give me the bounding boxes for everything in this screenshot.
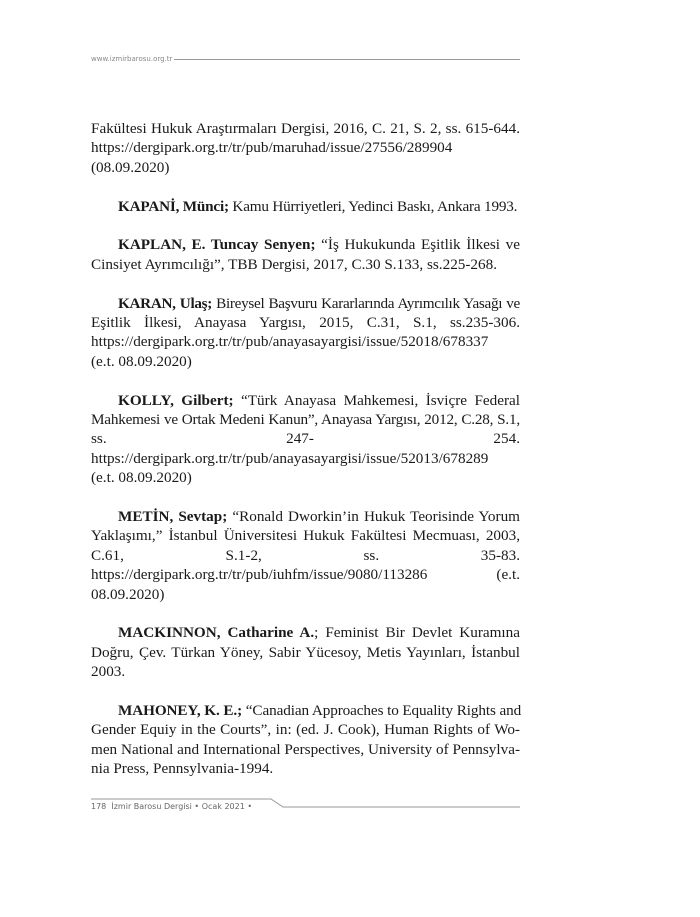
entry-line — [91, 313, 520, 332]
entry-text: Doğru, Çev. Türkan Yöney, Sabir Yücesoy, Metis Yayınları, İstanbul — [91, 643, 520, 661]
bibliography-entry — [91, 507, 520, 604]
entry-text: https://dergipark.org.tr/tr/pub/anayasayargisi/issue/52018/678337 — [91, 333, 489, 351]
entry-text: https://dergipark.org.tr/tr/pub/anayasayargisi/issue/52013/678289 — [91, 449, 489, 467]
page-content — [91, 119, 520, 818]
entry-line — [91, 138, 520, 157]
entry-line — [91, 119, 520, 138]
entry-text: Kamu Hürriyetleri, Yedinci Baskı, Ankara 1993. — [228, 197, 518, 215]
entry-text: Fakültesi Hukuk Araştırmaları Dergisi, 2016, C. 21, S. 2, ss. 615-644. — [91, 120, 520, 137]
entry-text: men National and International Perspectives, University of Pennsylva- — [91, 740, 520, 758]
entry-line — [91, 720, 520, 739]
entry-line — [91, 235, 520, 254]
entry-line — [91, 449, 520, 468]
bibliography-entry — [91, 119, 520, 177]
entry-text: (e.t. 08.09.2020) — [91, 469, 192, 487]
bibliography — [91, 119, 520, 779]
entry-line — [91, 468, 520, 487]
footer-text — [91, 802, 252, 811]
entry-text: 08.09.2020) — [91, 585, 165, 603]
bibliography-entry — [91, 235, 520, 274]
entry-line — [91, 332, 520, 351]
entry-line — [91, 294, 520, 313]
entry-author: MAHONEY, K. E.; — [118, 702, 243, 720]
entry-line — [91, 391, 520, 410]
entry-line — [91, 526, 520, 545]
entry-author: METİN, Sevtap; — [118, 508, 228, 526]
entry-line — [91, 197, 520, 216]
entry-line — [91, 352, 520, 371]
entry-text: “Ronald Dworkin’in Hukuk Teorisinde Yorum — [227, 508, 520, 526]
entry-text: https://dergipark.org.tr/tr/pub/maruhad/issue/27556/289904 — [91, 139, 453, 157]
entry-text: https://dergipark.org.tr/tr/pub/iuhfm/issue/9080/113286 (e.t. — [91, 566, 520, 584]
entry-line — [91, 701, 520, 720]
entry-line — [91, 507, 520, 526]
entry-author: KAPLAN, E. Tuncay Senyen; — [118, 236, 316, 254]
entry-line — [91, 255, 520, 274]
entry-line — [91, 759, 520, 778]
header-site: www.izmirbarosu.org.tr — [91, 55, 173, 63]
entry-author: KOLLY, Gilbert; — [118, 391, 234, 409]
entry-line — [91, 643, 520, 662]
entry-text: Cinsiyet Ayrımcılığı”, TBB Dergisi, 2017, C.30 S.133, ss.225-268. — [91, 255, 498, 273]
entry-text: Mahkemesi ve Ortak Medeni Kanun”, Anayasa Yargısı, 2012, C.28, S.1, — [91, 411, 520, 429]
entry-text: ss. 247- 254. — [91, 430, 520, 448]
page-header — [91, 55, 520, 63]
entry-text: Gender Equiy in the Courts”, in: (ed. J. Cook), Human Rights of Wo- — [91, 721, 520, 739]
entry-author: MACKINNON, Catharine A. — [118, 624, 315, 642]
entry-line — [91, 546, 520, 565]
page-number: 178 — [91, 802, 107, 812]
entry-text: 2003. — [91, 663, 126, 681]
entry-author: KARAN, Ulaş; — [118, 294, 213, 312]
entry-text: C.61, S.1-2, ss. 35-83. — [91, 546, 520, 564]
entry-text: “Türk Anayasa Mahkemesi, İsviçre Federal — [233, 391, 520, 409]
entry-text: “Canadian Approaches to Equality Rights and — [242, 702, 522, 720]
entry-line — [91, 662, 520, 681]
entry-text: Eşitlik İlkesi, Anayasa Yargısı, 2015, C.31, S.1, ss.235-306. — [91, 314, 520, 332]
entry-line — [91, 158, 520, 177]
journal-name: İzmir Barosu Dergisi • Ocak 2021 • — [111, 802, 253, 812]
entry-text: ; Feminist Bir Devlet Kuramına — [314, 624, 520, 642]
bibliography-entry — [91, 701, 520, 779]
entry-text: “İş Hukukunda Eşitlik İlkesi ve — [315, 236, 520, 254]
bibliography-entry — [91, 197, 520, 216]
entry-text: (e.t. 08.09.2020) — [91, 352, 192, 370]
entry-text: nia Press, Pennsylvania-1994. — [91, 760, 274, 778]
entry-text: Yaklaşımı,” İstanbul Üniversitesi Hukuk Fakültesi Mecmuası, 2003, — [91, 527, 520, 545]
bibliography-entry — [91, 623, 520, 681]
entry-line — [91, 429, 520, 448]
entry-text: Bireysel Başvuru Kararlarında Ayrımcılık Yasağı ve — [212, 294, 520, 312]
entry-line — [91, 565, 520, 584]
entry-author: KAPANİ, Münci; — [118, 197, 229, 215]
bibliography-entry — [91, 391, 520, 488]
entry-line — [91, 410, 520, 429]
entry-text: (08.09.2020) — [91, 158, 170, 176]
header-rule — [174, 59, 520, 60]
entry-line — [91, 585, 520, 604]
bibliography-entry — [91, 294, 520, 372]
page-footer — [91, 798, 520, 818]
entry-line — [91, 623, 520, 642]
entry-line — [91, 740, 520, 759]
